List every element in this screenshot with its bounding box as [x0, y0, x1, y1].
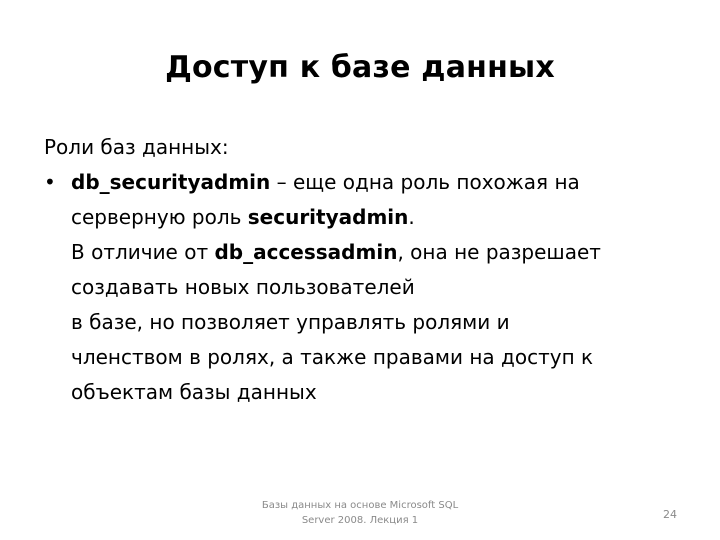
bullet-line-2-prefix: серверную роль — [71, 205, 248, 229]
bullet-line-7: объектам базы данных — [71, 380, 317, 404]
footer-line-2: Server 2008. Лекция 1 — [301, 515, 419, 526]
bullet-item — [44, 165, 684, 410]
bullet-line-1-text: – еще одна роль похожая на — [270, 170, 580, 194]
slide-footer — [240, 498, 480, 528]
role-name-db-accessadmin: db_accessadmin — [214, 240, 398, 264]
section-heading: Роли баз данных: — [44, 135, 229, 159]
bullet-line-2-suffix: . — [408, 205, 415, 229]
slide-title: Доступ к базе данных — [165, 50, 555, 85]
bullet-line-1 — [71, 165, 684, 200]
bullet-line-4: создавать новых пользователей — [71, 275, 415, 299]
role-name-securityadmin: securityadmin — [247, 205, 409, 229]
bullet-line-2 — [71, 200, 684, 235]
page-number: 24 — [663, 508, 677, 521]
bullet-line-6: членством в ролях, а также правами на доступ к — [71, 345, 594, 369]
role-name-db-securityadmin: db_securityadmin — [71, 170, 271, 194]
footer-line-1: Базы данных на основе Microsoft SQL — [261, 500, 459, 511]
bullet-line-3 — [71, 235, 684, 270]
bullet-line-3-prefix: В отличие от — [71, 240, 215, 264]
bullet-dot-icon: • — [44, 170, 56, 194]
bullet-line-3-suffix: , она не разрешает — [397, 240, 601, 264]
bullet-line-5: в базе, но позволяет управлять ролями и — [71, 310, 510, 334]
slide-body — [44, 130, 684, 410]
